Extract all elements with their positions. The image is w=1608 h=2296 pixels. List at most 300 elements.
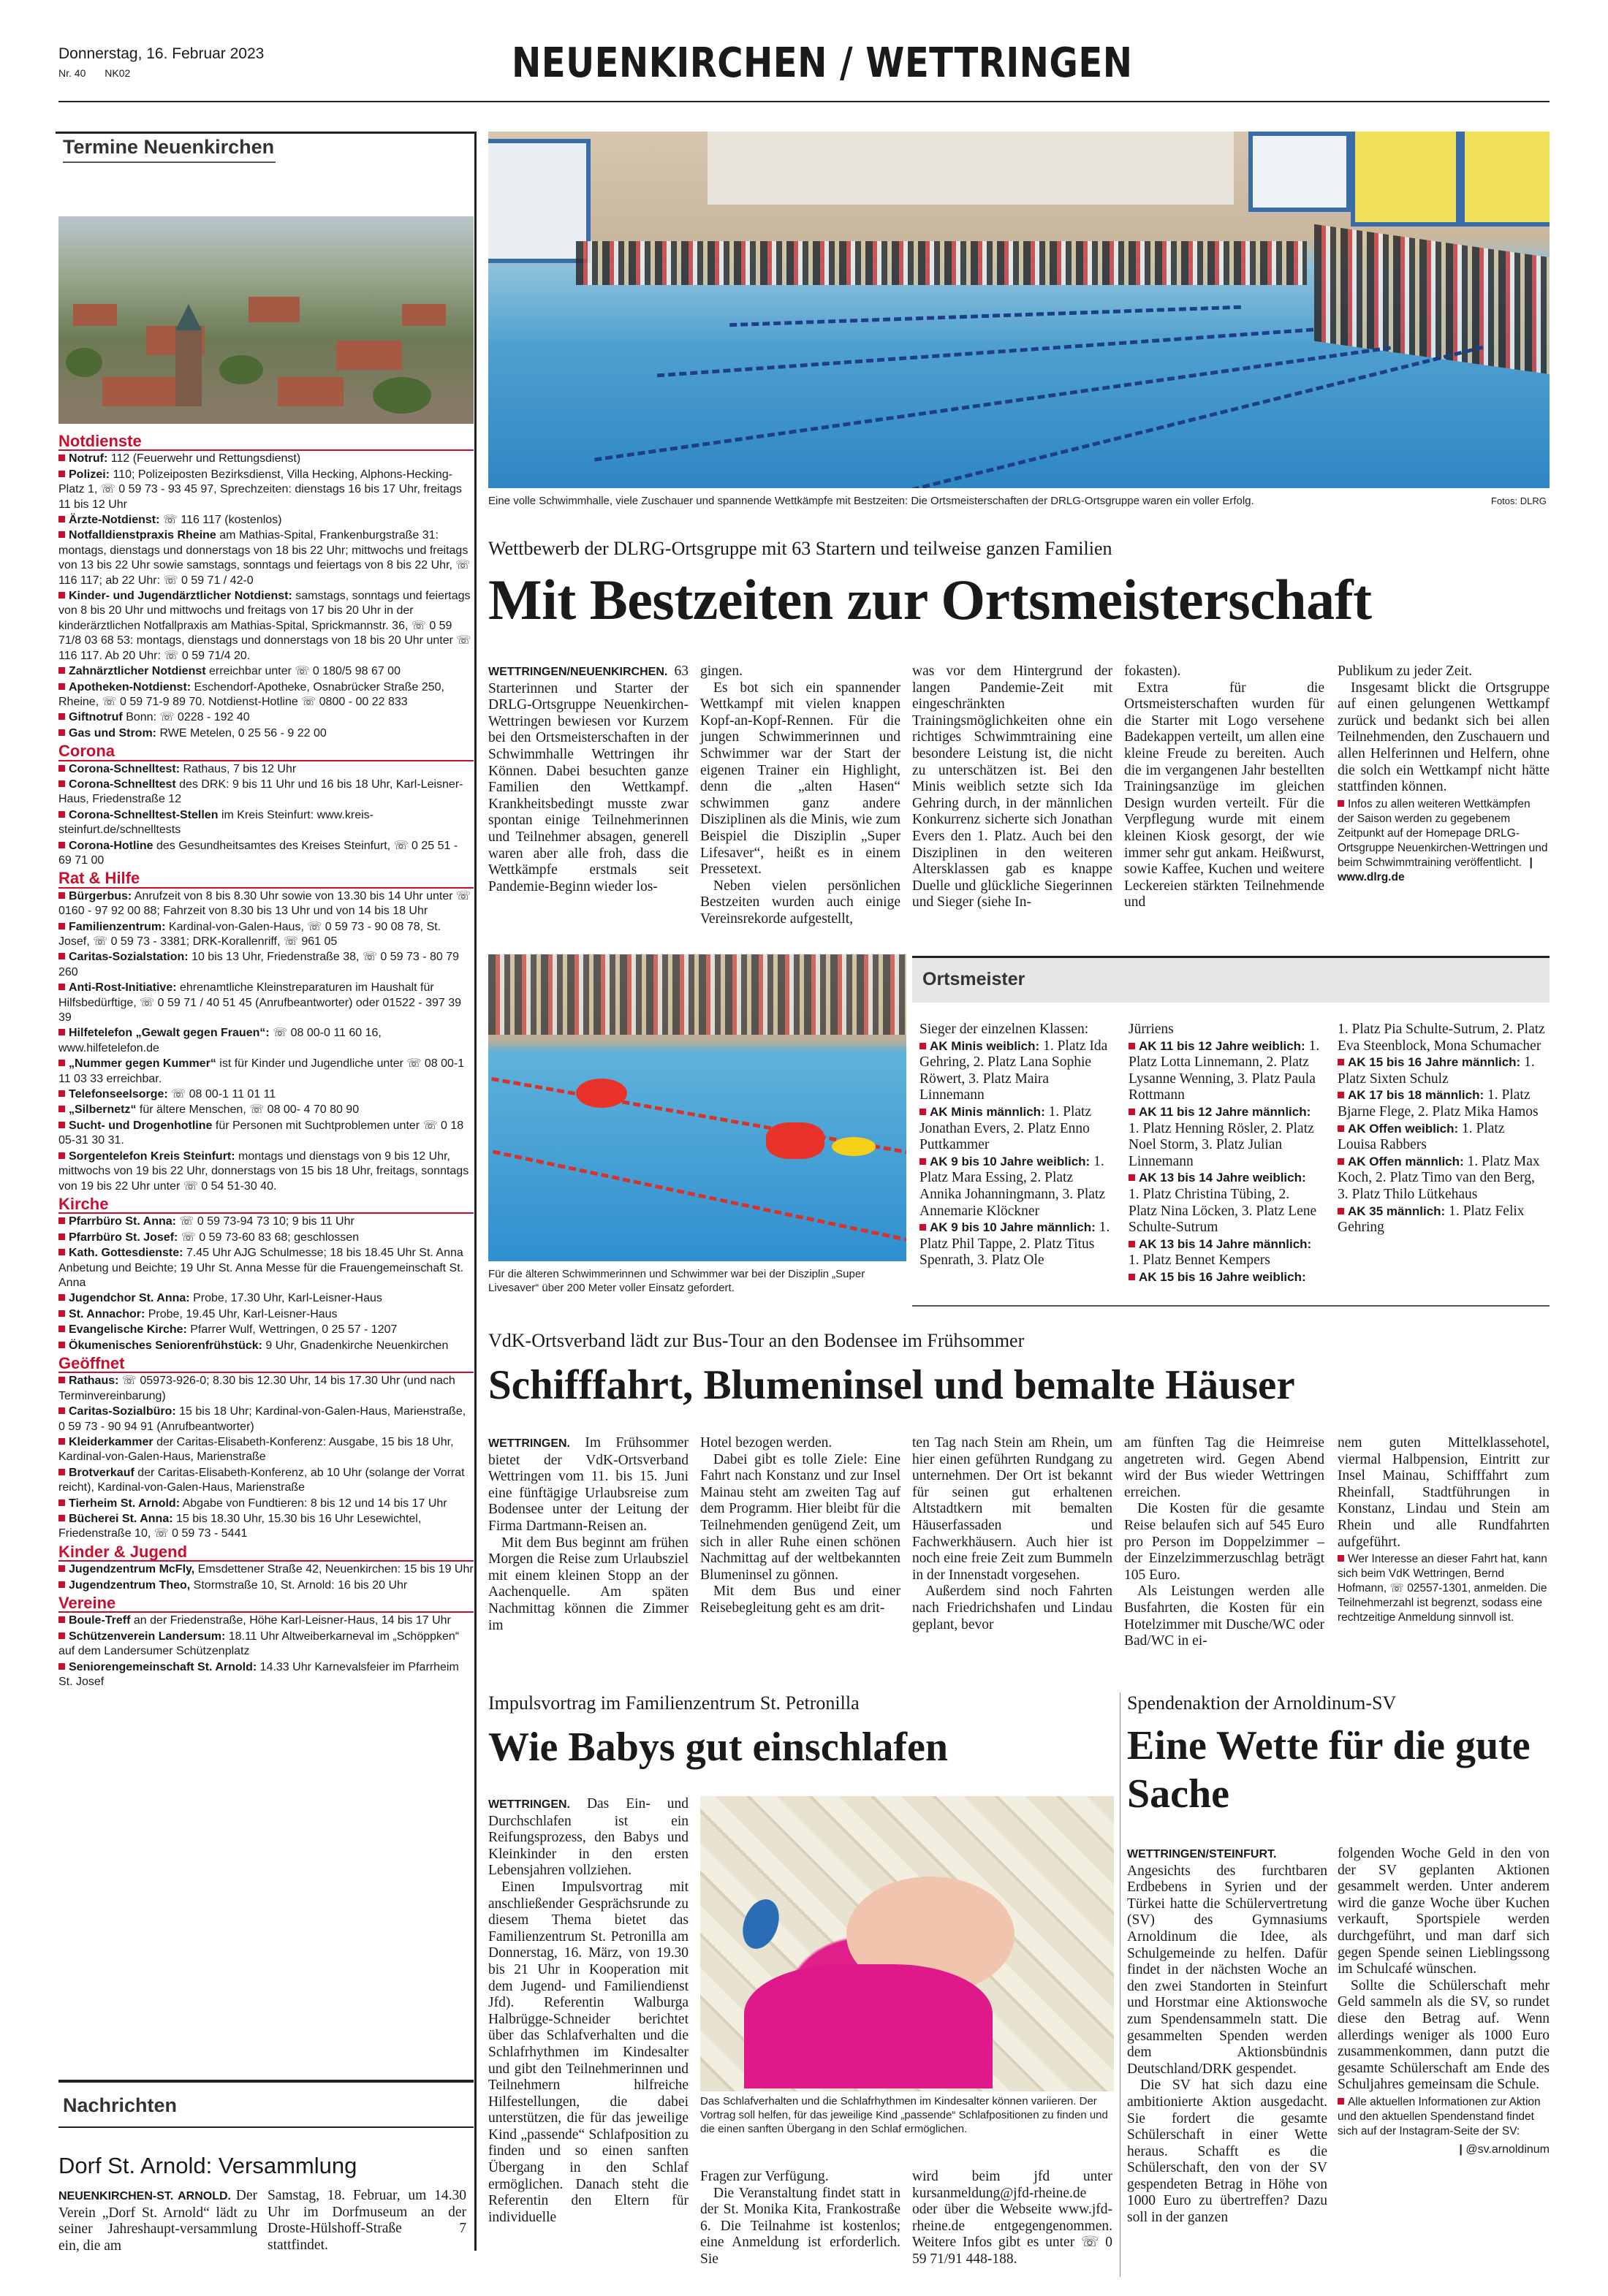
bullet-square-icon (58, 1249, 65, 1255)
news-col-1 (58, 2188, 257, 2254)
sidebar-entry (58, 1339, 474, 1353)
ortsmeister-class: AK 15 bis 16 Jahre weiblich: (1139, 1269, 1306, 1284)
sidebar-entry-label: Zahnärztlicher Notdienst (69, 665, 206, 678)
ortsmeister-class: AK Offen weiblich: (1348, 1121, 1459, 1136)
bullet-square-icon (58, 531, 65, 538)
bullet-square-icon (58, 592, 65, 598)
bullet-square-icon (58, 1217, 65, 1224)
sidebar-entry-label: Ökumenisches Seniorenfrühstück: (69, 1339, 262, 1352)
sidebar-entry (58, 1435, 474, 1465)
sidebar-entry-text: 15 bis 18 Uhr; Kardinal-von-Galen-Haus, Mariенstraße, 0 59 73 - 90 94 91 (Anrufbeantworter) (58, 1405, 466, 1433)
sidebar-entry-label: St. Annachor: (69, 1307, 145, 1320)
bullet-square-icon (919, 1109, 926, 1115)
bullet-square-icon (58, 1294, 65, 1301)
ortsmeister-entry (919, 1154, 1111, 1220)
sidebar-entry-text: Anrufzeit von 8 bis 8.30 Uhr sowie von 13.30 bis 14 Uhr unter ☏ 0160 - 97 92 00 88; Fahrzeit von 8.30 bis 13 Uhr und von 14 bis 18 Uhr (58, 889, 471, 918)
instagram-handle-text[interactable]: @sv.arnoldinum (1465, 2143, 1550, 2156)
ortsmeister-winners: 1. Platz Felix Gehring (1338, 1203, 1525, 1236)
sidebar-entry (58, 1087, 474, 1102)
sidebar-entry (58, 680, 474, 710)
sidebar-entry-text: Abgabe von Fundtieren: 8 bis 12 und 14 bis 17 Uhr (180, 1497, 447, 1510)
news-title: Nachrichten (63, 2094, 178, 2116)
sidebar-entry-label: Ärzte-Notdienst: (69, 514, 160, 527)
sidebar-entry (58, 1307, 474, 1322)
ortsmeister-entry (1338, 1121, 1545, 1154)
ortsmeister-class: AK 9 bis 10 Jahre weiblich: (930, 1154, 1091, 1168)
sidebar-entry (58, 1497, 474, 1511)
sidebar-entry-text: Rathaus, 7 bis 12 Uhr (180, 762, 297, 775)
ortsmeister-class: AK 11 bis 12 Jahre weiblich: (1139, 1038, 1305, 1053)
sidebar-entry (58, 1291, 474, 1306)
sidebar-entry (58, 778, 474, 807)
news-dateline: NEUENKIRCHEN-ST. ARNOLD. (58, 2190, 231, 2202)
sidebar-section-title: Geöffnet (58, 1356, 474, 1373)
bullet-square-icon (58, 953, 65, 959)
article4-col-2 (1338, 1846, 1550, 2159)
ortsmeister-entry (919, 1220, 1111, 1269)
article2-col2-b: Dabei gibt es tolle Ziele: Eine Fahrt nach Konstanz und zur Insel Mainau steht am zweiten Tag auf dem Programm. Hier bleibt für die Teilnehmenden genügend Zeit, um sich in aller Ruhe einen schönen Nachmittag auf der weltbekannten Blumeninsel zu gönnen. (700, 1451, 900, 1583)
sidebar-entry-text: 15 bis 18.30 Uhr, 15.30 bis 16 Uhr Lesewichtel, Friedenstraße 10, ☏ 0 59 73 - 5441 (58, 1513, 422, 1540)
ortsmeister-class: AK 17 bis 18 männlich: (1348, 1088, 1484, 1103)
sidebar-entry (58, 1103, 474, 1117)
bullet-square-icon (58, 667, 65, 674)
article3-col-2 (700, 2169, 900, 2268)
sidebar-entry (58, 452, 474, 466)
article2-col4-a: am fünften Tag die Heimreise angetreten wird. Gegen Abend wird der Bus wieder Wettringen erreichen. (1124, 1435, 1324, 1500)
ortsmeister-winners: 1. Platz Louisa Rabbers (1338, 1120, 1505, 1153)
photo2-caption: Für die älteren Schwimmerinnen und Schwimmer war bei der Disziplin „Super Livesaver“ über 200 Meter voller Einsatz gefordert. (488, 1268, 865, 1294)
sidebar-entry-text: montags und dienstags von 9 bis 12 Uhr, mittwochs von 19 bis 22 Uhr, donnerstags von 15 bis 18 Uhr, freitags, sonntags von 19 bis 22 Uhr unter ☏ 0 54 51-30 40. (58, 1149, 469, 1193)
article1-col-4 (1124, 664, 1324, 911)
sidebar-entry-label: Sorgentelefon Kreis Steinfurt: (69, 1149, 235, 1163)
ortsmeister-winners: 1. Platz Jonathan Evers, 2. Platz Enno Puttkammer (919, 1103, 1092, 1153)
sidebar-entry-label: Anti-Rost-Initiative: (69, 981, 177, 995)
article3-col-3 (912, 2169, 1112, 2268)
sidebar-entry-label: Telefonseelsorge: (69, 1088, 168, 1101)
article4-info-text: Alle aktuellen Informationen zur Aktion und den aktuellen Spendenstand findet sich auf der Instagram-Seite der SV: (1338, 2095, 1541, 2137)
photo1-credit: Fotos: DLRG (1491, 495, 1547, 506)
article3-headline: Wie Babys gut einschlafen (488, 1725, 949, 1770)
article4-col-1 (1127, 1846, 1327, 2227)
sidebar-entry-text: 7.45 Uhr AJG Schulmesse; 18 bis 18.45 Uhr St. Anna Anbetung und Beichte; 19 Uhr St. Anna Messe für die Frauengemeinschaft St. Anna (58, 1247, 464, 1289)
bullet-square-icon (58, 471, 65, 477)
article1-col5-b: Insgesamt blickt die Ortsgruppe auf einen gelungenen Wettkampf zurück und bedankt sich bei allen Teilnehmenden, den Zuschauern und allen Helferinnen und Helfern, ohne die solch ein Wettkampf nicht hätte stattfinden können. (1338, 680, 1550, 795)
bullet-square-icon (1129, 1174, 1135, 1181)
sidebar-entry (58, 1246, 474, 1290)
ortsmeister-entry (1338, 1087, 1545, 1120)
sidebar-entry (58, 1562, 474, 1577)
ortsmeister-winners: 1. Platz Sixten Schulz (1338, 1054, 1535, 1087)
ortsmeister-intro: Sieger der einzelnen Klassen: (919, 1022, 1089, 1037)
article4-headline: Eine Wette für die gute Sache (1127, 1723, 1531, 1817)
sidebar-entry (58, 889, 474, 919)
sidebar-entry-label: „Silbernetz“ (69, 1103, 137, 1117)
article1-info: Infos zu allen weiteren Wettkämpfen der Saison werden zu gegebenem Zeitpunkt auf der Homepage DRLG-Ortsgruppe Neuenkirchen-Wettringen und beim Schwimmtraining veröffentlicht. | www.dlrg.de (1338, 797, 1548, 883)
article2-col2-c: Mit dem Bus und einer Reisebegleitung geht es am drit- (700, 1584, 900, 1616)
sidebar-entry-label: Familienzentrum: (69, 920, 166, 933)
article2-col4-c: Als Leistungen werden alle Busfahrten, die Kosten für ein Hotelzimmer mit Dusche/WC oder Bad/WC in ei- (1124, 1584, 1324, 1649)
sidebar-entry-text: 9 Uhr, Gnadenkirche Neuenkirchen (262, 1339, 449, 1352)
news-rule (58, 2126, 474, 2128)
bullet-square-icon (58, 1499, 65, 1506)
section-title: NEUENKIRCHEN / WETTRINGEN (512, 39, 1133, 87)
ortsmeister-winners: 1. Platz Mara Essing, 2. Platz Annika Johanningmann, 3. Platz Annemarie Klöckner (919, 1153, 1106, 1219)
bullet-square-icon (1338, 1092, 1344, 1098)
article4-dateline: WETTRINGEN/STEINFURT. (1127, 1848, 1277, 1860)
bullet-square-icon (58, 1029, 65, 1035)
sidebar-section-title: Vereine (58, 1596, 474, 1613)
sidebar-entry-text: ☏ 08 00-0 11 60 16, www.hilfetelefon.de (58, 1027, 382, 1054)
ortsmeister-entry (919, 1104, 1111, 1154)
article2-col5-a: nem guten Mittelklassehotel, viermal Halbpension, Eintritt zur Insel Mainau, Schifffahrt zum Rheinfall, Stadtführungen in Konstanz, Lindau und Stein am Rhein und alle Rundfahrten aufgeführt. (1338, 1435, 1550, 1550)
sidebar-entry-text: ☏ 116 117 (kostenlos) (159, 514, 282, 527)
article4-kicker: Spendenaktion der Arnoldinum-SV (1127, 1692, 1397, 1714)
sidebar-entry-label: Corona-Schnelltest (69, 778, 176, 791)
instagram-handle[interactable]: | @sv.arnoldinum (1459, 2143, 1550, 2156)
sidebar-entry (58, 1630, 474, 1660)
article2-col3-a: ten Tag nach Stein am Rhein, um hier einen geführten Rundgang zu unternehmen. Der Ort ist bekannt für seinen gut erhaltenen Altstadtkern mit bemalten Häuserfassaden und Fachwerkhäusern. Auch hier ist noch eine freie Zeit zum Bummeln in der Innenstadt vorgesehen. (912, 1435, 1112, 1583)
bullet-square-icon (919, 1043, 926, 1049)
sidebar-entry-text: des DRK: 9 bis 11 Uhr und 16 bis 18 Uhr, Karl-Leisner-Haus, Friedenstraße 12 (58, 778, 463, 806)
bullet-square-icon (58, 1469, 65, 1475)
news-headline: Dorf St. Arnold: Versammlung (58, 2153, 357, 2178)
article1-col-5 (1338, 664, 1550, 885)
article2-col3-b: Außerdem sind noch Fahrten nach Friedrichshafen und Lindau geplant, bevor (912, 1584, 1112, 1632)
article1-col3-text: was vor dem Hintergrund der langen Pandemie-Zeit mit eingeschränkten Trainingsmöglichkeiten ohne ein richtiges Schwimmtraining eine besondere Leistung ist, die nicht zu unterschätzen ist. Bei den Minis weiblich setzte sich Ida Gehring durch, in der männlichen Konkurrenz sicherte sich Jonathan Evers den 1. Platz. Auch bei den Disziplinen in den weiteren Altersklassen gab es knappe Duelle und glückliche Siegerinnen und Sieger (siehe In- (912, 664, 1112, 911)
bullet-square-icon (58, 1060, 65, 1066)
bullet-square-icon (58, 683, 65, 690)
article3-col2-b: Die Veranstaltung findet statt in der St. Monika Kita, Frankostraße 6. Die Teilnahme ist kostenlos; eine Anmeldung ist erforderlich. Sie (700, 2185, 900, 2267)
ortsmeister-entry (1129, 1170, 1320, 1236)
bullet-square-icon (58, 1122, 65, 1128)
sidebar-entry (58, 839, 474, 869)
bullet-square-icon (1129, 1043, 1135, 1049)
sidebar-entry (58, 1149, 474, 1194)
bullet-square-icon (58, 984, 65, 990)
sidebar-entry-text: samstags, sonntags und feiertags von 8 bis 20 Uhr und mittwochs und freitags von 17 bis 20 Uhr in der kinderärztlichen Notfallpraxis am Mathias-Spital, Sprickmannstr. 36, ☏ 0 59 71/8 03 68 53: montags, dienstags und donnerstags von 18 bis 20 Uhr unter ☏ 116 117. Ab 20 Uhr: ☏ 0 59 71/4 20. (58, 590, 471, 662)
article3-col1-a: Das Ein- und Durchschlafen ist ein Reifungsprozess, den Babys und Kleinkinder in den ersten Lebensjahren vollziehen. (488, 1796, 689, 1879)
ortsmeister-entry (919, 1038, 1111, 1104)
bullet-square-icon (1129, 1274, 1135, 1280)
article2-col-3 (912, 1435, 1112, 1633)
sidebar-entry-label: Jugendzentrum McFly, (69, 1563, 195, 1576)
bullet-square-icon (58, 1090, 65, 1097)
bullet-square-icon (58, 1377, 65, 1383)
bullet-square-icon (58, 713, 65, 720)
ortsmeister-class: AK 13 bis 14 Jahre männlich: (1139, 1236, 1312, 1251)
sidebar-entry-label: Kinder- und Jugendärztlicher Notdienst: (69, 590, 292, 603)
sidebar-entry-label: Bürgerbus: (69, 889, 132, 902)
news-col2-text: Samstag, 18. Februar, um 14.30 Uhr im Dorfmuseum an der Droste-Hülshoff-Straße 7 stattfindet. (268, 2188, 466, 2253)
ortsmeister-col-1 (919, 1022, 1111, 1269)
article1-col5-a: Publikum zu jeder Zeit. (1338, 664, 1473, 679)
sidebar-entry (58, 710, 474, 725)
bullet-square-icon (58, 923, 65, 930)
bullet-square-icon (919, 1224, 926, 1231)
sidebar-section-title: Notdienste (58, 434, 474, 451)
ortsmeister-class: AK 9 bis 10 Jahre männlich: (930, 1220, 1096, 1235)
sidebar-entry-text: Kardinal-von-Galen-Haus, ☏ 0 59 73 - 90 08 78, St. Josef, ☏ 0 59 73 - 3381; DRK-Korallenriff, ☏ 961 05 (58, 920, 441, 948)
bullet-square-icon (1338, 1059, 1344, 1065)
sidebar-entry-text: erreichbar unter ☏ 0 180/5 98 67 00 (205, 665, 401, 678)
ortsmeister-winners: 1. Platz Bjarne Flege, 2. Platz Mika Hamos (1338, 1087, 1539, 1120)
sidebar-entry-label: Jugendchor St. Anna: (69, 1292, 190, 1305)
sidebar-entry-label: Polizei: (69, 468, 110, 481)
ortsmeister-winners: 1. Platz Lotta Linnemann, 2. Platz Lysanne Wenning, 3. Platz Paula Rottmann (1129, 1038, 1320, 1103)
sidebar-entry-label: Hilfetelefon „Gewalt gegen Frauen“: (69, 1027, 270, 1040)
bullet-square-icon (58, 780, 65, 787)
sidebar-entry-label: Jugendzentrum Theo, (69, 1578, 191, 1592)
bullet-square-icon (1129, 1241, 1135, 1247)
article1-col-3 (912, 664, 1112, 911)
swimmers-photo (488, 954, 906, 1261)
bullet-square-icon (919, 1158, 926, 1165)
sidebar-entry-text: Probe, 19.45 Uhr, Karl-Leisner-Haus (145, 1307, 338, 1320)
sidebar-entry (58, 664, 474, 679)
bullet-square-icon (1338, 1208, 1344, 1214)
sidebar-title: Termine Neuenkirchen (63, 136, 276, 163)
page-code: NK02 (105, 67, 131, 79)
article2-dateline: WETTRINGEN. (488, 1437, 570, 1450)
ortsmeister-winners: 1. Platz Phil Tappe, 2. Platz Titus Spenrath, 3. Platz Ole (919, 1220, 1110, 1269)
issue-number: Nr. 40 (58, 67, 86, 79)
ortsmeister-entry (1129, 1236, 1320, 1269)
sidebar-entry-label: Pfarrbüro St. Anna: (69, 1215, 176, 1228)
bullet-square-icon (58, 1310, 65, 1317)
sidebar-section-title: Kirche (58, 1197, 474, 1214)
sidebar-entry (58, 589, 474, 664)
sidebar-entry-label: Notfalldienstpraxis Rheine (69, 529, 216, 542)
dlrg-link[interactable]: www.dlrg.de (1338, 870, 1405, 883)
sidebar-entry (58, 1578, 474, 1593)
sidebar-entry (58, 513, 474, 528)
ortsmeister-class: AK 13 bis 14 Jahre weiblich: (1139, 1171, 1306, 1185)
sidebar-entry-label: Corona-Schnelltest-Stellen (69, 808, 219, 821)
bullet-square-icon (58, 1515, 65, 1521)
sidebar-entry-label: Kath. Gottesdienste: (69, 1247, 183, 1260)
bullet-square-icon (58, 811, 65, 818)
article2-headline: Schifffahrt, Blumeninsel und bemalte Häuser (488, 1362, 1295, 1408)
ortsmeister-entry (1129, 1022, 1320, 1038)
sidebar-entry-label: Brotverkauf (69, 1466, 134, 1479)
header-date: Donnerstag, 16. Februar 2023 (58, 45, 265, 62)
bullet-square-icon (58, 1632, 65, 1639)
sidebar-entry-label: Apotheken-Notdienst: (69, 680, 191, 693)
news-col-2 (268, 2188, 466, 2254)
bullet-square-icon (58, 516, 65, 522)
article1-col2-b: Es bot sich ein spannender Wettkampf mit vielen knappen Kopf-an-Kopf-Rennen. Für die jungen Schwimmerinnen und Schwimmer war der Start der eigenen Trainer ein Highlight, denn die „alten Hasen“ schwimmen ganz andere Disziplinen als die Minis, wie zum Beispiel die Disziplin „Super Lifesaver“, heißt es in einem Pressetext. (700, 680, 900, 878)
sidebar-entry-text: ☏ 0 59 73-94 73 10; 9 bis 11 Uhr (175, 1215, 354, 1228)
ortsmeister-entry (1129, 1104, 1320, 1170)
article1-col2-c: Neben vielen persönlichen Bestzeiten wurden auch einige Vereinsrekorde aufgestellt, (700, 878, 900, 927)
article1-dateline: WETTRINGEN/NEUENKIRCHEN. (488, 666, 668, 678)
sidebar-entry-text: des Gesundheitsamtes des Kreises Steinfurt, ☏ 0 25 51 - 69 71 00 (58, 839, 458, 867)
article2-col4-b: Die Kosten für die gesamte Reise belaufen sich auf 545 Euro pro Person im Doppelzimmer – der Einzelzimmerzuschlag beträgt 105 Euro. (1124, 1501, 1324, 1583)
article4-col2-b: Sollte die Schülerschaft mehr Geld sammeln als die SV, so rundet diese den Betrag auf. Wenn allerdings weniger als 1000 Euro zusammenkommen, dann putzt die gesamte Schülerschaft am Ende des Schuljahres gemeinsam die Schule. (1338, 1977, 1550, 2093)
bullet-square-icon (1338, 1158, 1344, 1165)
article2-col-4 (1124, 1435, 1324, 1650)
bullet-square-icon (58, 1106, 65, 1112)
article2-col-5 (1338, 1435, 1550, 1625)
ortsmeister-class: AK 15 bis 16 Jahre männlich: (1348, 1055, 1521, 1070)
sidebar-entry-text: für Personen mit Suchtproblemen unter ☏ 0 18 05-31 30 31. (58, 1119, 464, 1147)
article1-kicker: Wettbewerb der DLRG-Ortsgruppe mit 63 Startern und teilweise ganzen Familien (488, 538, 1112, 559)
article1-col-2 (700, 664, 900, 928)
sidebar-entry (58, 1512, 474, 1542)
article2-col1-b: Mit dem Bus beginnt am frühen Morgen die Reise zum Urlaubsziel mit einem kleinen Stopp an der Aachenquelle. Am späten Nachmittag können die Zimmer im (488, 1535, 689, 1633)
article2-col1-a: Im Frühsommer bietet der VdK-Ortsverband Wettringen vom 11. bis 15. Juni eine fünftägige Urlaubsreise zum Bodensee unter der Leitung der Firma Dartmann-Reisen an. (488, 1435, 689, 1534)
bullet-square-icon (58, 1326, 65, 1332)
sidebar-entry-label: Schützenverein Landersum: (69, 1630, 226, 1643)
ortsmeister-title: Ortsmeister (922, 969, 1025, 989)
sidebar-entry (58, 1026, 474, 1056)
ortsmeister-entry (1129, 1269, 1320, 1286)
bullet-square-icon (58, 892, 65, 899)
sidebar-entry-text: der Caritas-Elisabeth-Konferenz: Ausgabe, 15 bis 18 Uhr, Kardinal-von-Galen-Haus, Marienstraße (58, 1436, 454, 1464)
article2-info-text: Wer Interesse an dieser Fahrt hat, kann sich beim VdK Wettringen, Bernd Hofmann, ☏ 02557-1301, anmelden. Die Teilnehmerzahl ist begrenzt, sodass eine rechtzeitige Anmeldung sinnvoll ist. (1338, 1553, 1547, 1624)
sidebar-entry-label: Notruf: (69, 452, 108, 465)
article4-info (1338, 2095, 1550, 2139)
ortsmeister-entry (1338, 1204, 1545, 1236)
sidebar-entry (58, 1613, 474, 1628)
sidebar-entry-text: der Caritas-Elisabeth-Konferenz, ab 10 Uhr (solange der Vorrat reicht), Kardinal-von-Galen-Haus, Marienstraße (58, 1466, 465, 1494)
sidebar-entry-text: Bonn: ☏ 0228 - 192 40 (122, 711, 250, 724)
news-box-frame (58, 2080, 474, 2083)
ortsmeister-winners: 1. Platz Christina Tübing, 2. Platz Nina Löcken, 3. Platz Lene Schulte-Sutrum (1129, 1186, 1317, 1236)
sidebar-entry-text: Stormstraße 10, St. Arnold: 16 bis 20 Uhr (190, 1578, 408, 1592)
sidebar-section-title: Kinder & Jugend (58, 1545, 474, 1562)
sidebar-entry-text: 18.11 Uhr Altweiberkarneval im „Schöppken“ auf dem Landersumer Schützenplatz (58, 1630, 460, 1658)
article2-col-1 (488, 1435, 689, 1634)
ortsmeister-entry (1338, 1154, 1545, 1204)
sidebar-entry-text: 14.33 Uhr Karnevalsfeier im Pfarrheim St. Josef (58, 1660, 459, 1689)
bullet-square-icon (58, 765, 65, 772)
sidebar-entry-label: Rathaus: (69, 1375, 119, 1388)
article4-col1-a: Angesichts des furchtbaren Erdbebens in Syrien und der Türkei hatte die Schülervertretung (SV) des Gymnasiums Arnoldinum die Idee, als Schulgemeinde zu helfen. Dafür findet in der nächsten Woche an den zwei Standorten in Steinfurt und Horstmar eine Aktionswoche zum Spendensammeln statt. Die gesammelten Spenden werden dem Aktionsbündnis Deutschland/DRK gespendet. (1127, 1863, 1327, 2077)
ortsmeister-box-line (912, 1305, 1550, 1307)
article3-kicker: Impulsvortrag im Familienzentrum St. Petronilla (488, 1692, 860, 1714)
town-aerial-photo (58, 216, 474, 424)
ortsmeister-class: AK Offen männlich: (1348, 1154, 1464, 1168)
ortsmeister-class: AK Minis männlich: (930, 1104, 1045, 1119)
bullet-square-icon (58, 1438, 65, 1445)
sidebar-entry-text: Emsdettener Straße 42, Neuenkirchen: 15 bis 19 Uhr (194, 1563, 474, 1576)
sidebar-entry-text: Eschendorf-Apotheke, Osnabrücker Straße 250, Rheine, ☏ 0 59 71-9 89 70. Notdienst-Hotline ☏ 0800 - 00 22 833 (58, 680, 444, 708)
article3-col3-text: wird beim jfd unter kursanmeldung@jfd-rheine.de oder über die Webseite www.jfd-rheine.de entgegengenommen. Weitere Infos gibt es unter ☏ 0 59 71/91 448-188. (912, 2169, 1112, 2267)
bullet-square-icon (1129, 1109, 1135, 1115)
sidebar-entry-label: Bücherei St. Anna: (69, 1513, 173, 1526)
sidebar-entry-text: im Kreis Steinfurt: www.kreis-steinfurt.de/schnelltests (58, 808, 373, 837)
sidebar-section-title: Rat & Hilfe (58, 871, 474, 888)
sidebar-entry (58, 1374, 474, 1404)
sidebar-entry-text: ☏ 05973-926-0; 8.30 bis 12.30 Uhr, 14 bis 17.30 Uhr (und nach Terminvereinbarung) (58, 1375, 455, 1402)
church-tower (175, 326, 202, 406)
spectators (576, 241, 1307, 285)
sidebar-entry-label: Caritas-Sozialstation: (69, 951, 189, 964)
ortsmeister-winners: 1. Platz Henning Rösler, 2. Platz Noel Storm, 3. Platz Julian Linnemann (1129, 1120, 1314, 1169)
ortsmeister-class: AK 11 bis 12 Jahre männlich: (1139, 1104, 1311, 1119)
sidebar-entry (58, 1214, 474, 1229)
sidebar-entry-label: Pfarrbüro St. Josef: (69, 1231, 178, 1244)
sidebar-entry (58, 1231, 474, 1245)
article3-col-1 (488, 1796, 689, 2226)
sidebar-entry (58, 762, 474, 777)
sidebar-entry-label: Kleiderkammer (69, 1436, 153, 1448)
sidebar-entry (58, 1404, 474, 1434)
ortsmeister-entry (1338, 1054, 1545, 1087)
sidebar-entry-text: 112 (Feuerwehr und Rettungsdienst) (107, 452, 301, 465)
sidebar-entry (58, 1323, 474, 1337)
sidebar-entry-label: Gas und Strom: (69, 726, 157, 740)
sidebar-entry-label: Tierheim St. Arnold: (69, 1497, 181, 1510)
ortsmeister-entry (1129, 1038, 1320, 1104)
article1-col2-a: gingen. (700, 664, 743, 679)
sidebar-entry-text: für ältere Menschen, ☏ 08 00- 4 70 80 90 (136, 1103, 360, 1117)
sidebar-entry-text: Probe, 17.30 Uhr, Karl-Leisner-Haus (189, 1292, 382, 1305)
news-col1-text: Der Verein „Dorf St. Arnold“ lädt zu seiner Jahreshaupt-versammlung ein, die am (58, 2188, 257, 2254)
sidebar-entry-text: am Mathias-Spital, Frankenburgstraße 31: montags, dienstags und donnerstags von 18 bis 22 Uhr; mittwochs und freitags von 13 bis 22 Uhr sowie samstags, sonntags und feiertags von 8 bis 22 Uhr, ☏ 116 117; ab 22 Uhr: ☏ 0 59 71 / 42-0 (58, 529, 471, 587)
sleeping-baby-photo (700, 1796, 1114, 2091)
ortsmeister-col-2 (1129, 1022, 1320, 1286)
sidebar-entry (58, 1466, 474, 1496)
sidebar-entry (58, 950, 474, 980)
bullet-square-icon (1338, 1125, 1344, 1132)
photo3-caption: Das Schlafverhalten und die Schlafrhythmen im Kindesalter können variieren. Der Vortrag soll helfen, für das jeweilige Kind „passende“ Schlafpositionen zu finden und die einen sanften Übergang in den Schlaf ermöglichen. (700, 2095, 1108, 2135)
bullet-square-icon (58, 1663, 65, 1670)
bullet-square-icon (58, 1152, 65, 1159)
swimming-hall-photo (488, 132, 1550, 488)
sidebar-entry (58, 528, 474, 588)
bullet-square-icon (58, 1565, 65, 1572)
ortsmeister-winners: 1. Platz Bennet Kempers (1129, 1252, 1270, 1269)
ortsmeister-winners: 1. Platz Max Koch, 2. Platz Timo van den Berg, 3. Platz Thilo Lütkehaus (1338, 1153, 1540, 1202)
article2-kicker: VdK-Ortsverband lädt zur Bus-Tour an den Bodensee im Frühsommer (488, 1330, 1025, 1351)
bullet-square-icon (58, 1407, 65, 1414)
header-rule (58, 101, 1550, 102)
article1-col-1 (488, 664, 689, 895)
sidebar-entry (58, 981, 474, 1025)
sidebar-entry (58, 1119, 474, 1149)
ortsmeister-winners: Jürriens (1129, 1022, 1174, 1037)
sidebar-entry (58, 1057, 474, 1087)
article2-info (1338, 1552, 1550, 1625)
sidebar-entry-text: Pfarrer Wulf, Wettringen, 0 25 57 - 1207 (186, 1323, 398, 1337)
sidebar-entry-label: Boule-Treff (69, 1614, 131, 1627)
sidebar-entry (58, 726, 474, 741)
sidebar-entry-text: RWE Metelen, 0 25 56 - 9 22 00 (156, 726, 327, 740)
article1-info-text: Infos zu allen weiteren Wettkämpfen der Saison werden zu gegebenem Zeitpunkt auf der Homepage DRLG-Ortsgruppe Neuenkirchen-Wettringen und beim Schwimmtraining veröffentlicht. (1338, 797, 1548, 869)
sidebar-entry-label: Evangelische Kirche: (69, 1323, 187, 1337)
sidebar-listings (58, 431, 474, 1691)
bullet-square-icon (58, 455, 65, 461)
article1-col4-b: Extra für die Ortsmeisterschaften wurden für die Starter mit Logo versehene Badekappen verteilt, um allen eine kleine Freude zu bereiten. Auch die im vergangenen Jahr bestellten Trainingsanzüge im gleichen Design wurden verteilt. Für die Verpflegung wurde mit einem kleinen Kiosk gesorgt, der wie immer sehr gut ankam. Heißwurst, sowie Kaffee, Kuchen und weitere Leckereien stärkten Teilnehmende und (1124, 680, 1324, 911)
sidebar-entry (58, 808, 474, 838)
sidebar-entry-text: ☏ 08 00-1 11 01 11 (167, 1088, 276, 1101)
article3-col2-a: Fragen zur Verfügung. (700, 2169, 829, 2184)
bullet-square-icon (58, 842, 65, 848)
sidebar-entry-text: ehrenamtliche Kleinstreparaturen im Haushalt für Hilfsbedürftige, ☏ 0 59 71 / 40 51 45 (Anrufbeantworter) oder 01522 - 397 39 39 (58, 981, 462, 1025)
ortsmeister-col-3 (1338, 1022, 1545, 1236)
bullet-square-icon (58, 1342, 65, 1348)
sidebar-entry-text: 10 bis 13 Uhr, Friedenstraße 38, ☏ 0 59 73 - 80 79 260 (58, 951, 460, 978)
sidebar-entry-label: Corona-Hotline (69, 839, 153, 852)
article4-col1-b: Die SV hat sich dazu eine ambitionierte Aktion ausgedacht. Sie fordert die gesamte Schülerschaft in einer Wette heraus. Schafft es die Schülerschaft, den von der SV gespendeten Betrag in Höhe von 1000 Euro zu übertreffen? Dazu soll in der ganzen (1127, 2078, 1327, 2226)
sidebar-entry (58, 1660, 474, 1690)
article1-col1-text: 63 Starterinnen und Starter der DRLG-Ortsgruppe Neuenkirchen-Wettringen bewiesen vor Kurzem bei den Ortsmeisterschaften in der Schwimmhalle Wettringen ihr Können. Dabei besuchten ganze Familien den Wettkampf. Krankheitsbedingt musste zwar spontan einige Teilnehmerinnen und Teilnehmer absagen, generell waren aber alle froh, dass die Wettkämpfe erstmals seit Pandemie-Beginn wieder los- (488, 664, 689, 894)
article1-headline: Mit Bestzeiten zur Ortsmeisterschaft (488, 568, 1372, 631)
sidebar-entry-label: Sucht- und Drogenhotline (69, 1119, 213, 1132)
bullet-square-icon (58, 1616, 65, 1623)
